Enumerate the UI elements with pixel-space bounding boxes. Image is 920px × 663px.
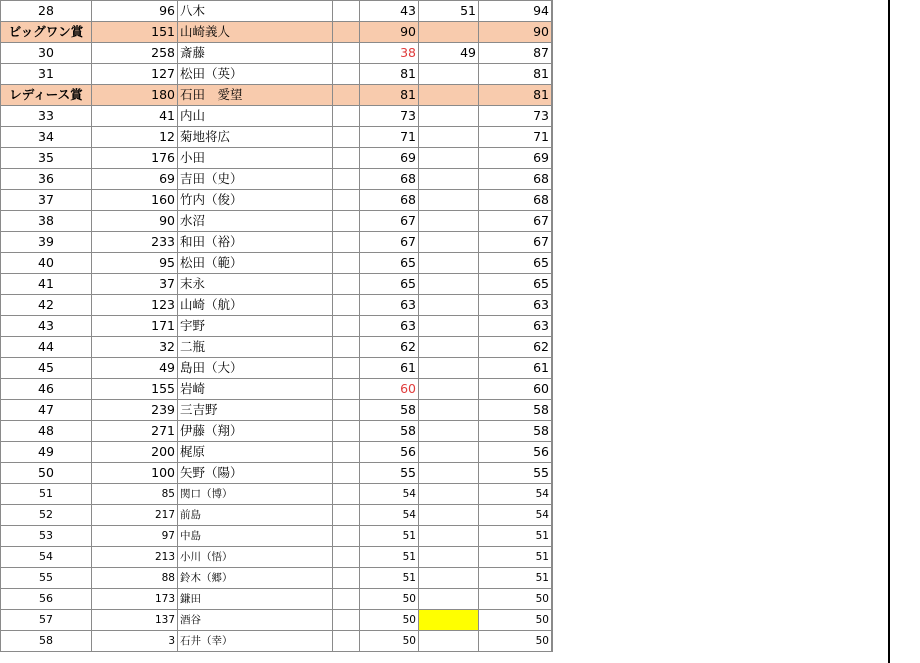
entry-number-cell: 3 (92, 631, 178, 652)
rank-cell: 39 (1, 232, 92, 253)
entry-number-cell: 95 (92, 253, 178, 274)
rank-cell: 47 (1, 400, 92, 421)
score-cell: 90 (360, 22, 419, 43)
entry-number-cell: 217 (92, 505, 178, 526)
name-cell: 山崎（航） (178, 295, 333, 316)
score-cell: 67 (360, 232, 419, 253)
blank-cell (333, 484, 360, 505)
score2-cell (419, 148, 479, 169)
entry-number-cell: 85 (92, 484, 178, 505)
table-row (1, 358, 553, 379)
table-row (1, 484, 553, 505)
final-score-cell: 50 (479, 610, 552, 631)
table-row (1, 442, 553, 463)
blank-cell (333, 106, 360, 127)
table-row (1, 568, 553, 589)
entry-number-cell: 12 (92, 127, 178, 148)
score2-cell (419, 358, 479, 379)
rank-cell: 37 (1, 190, 92, 211)
table-row (1, 505, 553, 526)
rank-cell: 58 (1, 631, 92, 652)
note-cell (552, 568, 553, 589)
rank-cell: 52 (1, 505, 92, 526)
entry-number-cell: 69 (92, 169, 178, 190)
score-cell: 50 (360, 589, 419, 610)
score2-cell (419, 22, 479, 43)
score-cell: 68 (360, 169, 419, 190)
note-cell (552, 22, 553, 43)
name-cell: 小川（悟） (178, 547, 333, 568)
table-row (1, 148, 553, 169)
rank-cell: 55 (1, 568, 92, 589)
rank-cell: 28 (1, 1, 92, 22)
final-score-cell: 71 (479, 127, 552, 148)
final-score-cell: 67 (479, 232, 552, 253)
table-row (1, 316, 553, 337)
note-cell (552, 169, 553, 190)
score2-cell (419, 400, 479, 421)
note-cell (552, 337, 553, 358)
name-cell: 中島 (178, 526, 333, 547)
final-score-cell: 90 (479, 22, 552, 43)
entry-number-cell: 239 (92, 400, 178, 421)
rank-cell: 56 (1, 589, 92, 610)
entry-number-cell: 100 (92, 463, 178, 484)
name-cell: 斎藤 (178, 43, 333, 64)
rank-cell: 54 (1, 547, 92, 568)
table-row (1, 610, 553, 631)
note-cell (552, 526, 553, 547)
rank-cell: 49 (1, 442, 92, 463)
score-cell: 73 (360, 106, 419, 127)
rank-cell: 31 (1, 64, 92, 85)
rank-cell: 46 (1, 379, 92, 400)
rank-cell: 57 (1, 610, 92, 631)
note-cell (552, 43, 553, 64)
blank-cell (333, 421, 360, 442)
name-cell: 水沼 (178, 211, 333, 232)
table-row (1, 400, 553, 421)
score-cell: 69 (360, 148, 419, 169)
entry-number-cell: 200 (92, 442, 178, 463)
entry-number-cell: 233 (92, 232, 178, 253)
table-row (1, 631, 553, 652)
score2-cell (419, 484, 479, 505)
score-cell: 55 (360, 463, 419, 484)
name-cell: 前島 (178, 505, 333, 526)
table-row (1, 547, 553, 568)
table-row (1, 379, 553, 400)
score2-cell (419, 505, 479, 526)
note-cell (552, 610, 553, 631)
note-cell (552, 127, 553, 148)
note-cell (552, 505, 553, 526)
note-cell (552, 379, 553, 400)
table-row (1, 295, 553, 316)
rank-cell: 36 (1, 169, 92, 190)
table-row (1, 22, 553, 43)
score-cell: 63 (360, 295, 419, 316)
blank-cell (333, 22, 360, 43)
name-cell: 伊藤（翔） (178, 421, 333, 442)
rank-cell: ビッグワン賞 (1, 22, 92, 43)
score2-cell (419, 232, 479, 253)
table-row (1, 1, 553, 22)
table-row (1, 64, 553, 85)
name-cell: 石井（幸） (178, 631, 333, 652)
score-cell: 62 (360, 337, 419, 358)
blank-cell (333, 274, 360, 295)
blank-cell (333, 169, 360, 190)
final-score-cell: 69 (479, 148, 552, 169)
blank-cell (333, 64, 360, 85)
name-cell: 関口（博） (178, 484, 333, 505)
table-row (1, 232, 553, 253)
name-cell: 鎌田 (178, 589, 333, 610)
entry-number-cell: 88 (92, 568, 178, 589)
rank-cell: 51 (1, 484, 92, 505)
entry-number-cell: 176 (92, 148, 178, 169)
table-row (1, 589, 553, 610)
rank-cell: 34 (1, 127, 92, 148)
note-cell (552, 232, 553, 253)
score2-cell: 51 (419, 1, 479, 22)
final-score-cell: 62 (479, 337, 552, 358)
entry-number-cell: 127 (92, 64, 178, 85)
blank-cell (333, 1, 360, 22)
note-cell (552, 463, 553, 484)
rank-cell: 42 (1, 295, 92, 316)
entry-number-cell: 160 (92, 190, 178, 211)
score2-cell (419, 253, 479, 274)
blank-cell (333, 442, 360, 463)
blank-cell (333, 337, 360, 358)
score-cell: 54 (360, 484, 419, 505)
rank-cell: 38 (1, 211, 92, 232)
blank-cell (333, 610, 360, 631)
final-score-cell: 51 (479, 526, 552, 547)
name-cell: 菊地将広 (178, 127, 333, 148)
score-cell: 51 (360, 547, 419, 568)
score2-cell (419, 526, 479, 547)
blank-cell (333, 316, 360, 337)
score2-cell (419, 295, 479, 316)
blank-cell (333, 43, 360, 64)
table-row (1, 463, 553, 484)
final-score-cell: 50 (479, 631, 552, 652)
blank-cell (333, 85, 360, 106)
entry-number-cell: 258 (92, 43, 178, 64)
score2-cell (419, 190, 479, 211)
entry-number-cell: 151 (92, 22, 178, 43)
final-score-cell: 50 (479, 589, 552, 610)
note-cell (552, 1, 553, 22)
rank-cell: 44 (1, 337, 92, 358)
score-cell: 81 (360, 85, 419, 106)
name-cell: 山崎義人 (178, 22, 333, 43)
entry-number-cell: 271 (92, 421, 178, 442)
final-score-cell: 63 (479, 316, 552, 337)
note-cell (552, 211, 553, 232)
note-cell (552, 190, 553, 211)
score2-cell (419, 547, 479, 568)
entry-number-cell: 155 (92, 379, 178, 400)
final-score-cell: 61 (479, 358, 552, 379)
score2-cell (419, 421, 479, 442)
note-cell (552, 148, 553, 169)
score2-cell (419, 610, 479, 631)
note-cell (552, 274, 553, 295)
name-cell: 矢野（陽） (178, 463, 333, 484)
score2-cell (419, 589, 479, 610)
final-score-cell: 63 (479, 295, 552, 316)
note-cell (552, 106, 553, 127)
score2-cell (419, 442, 479, 463)
score-cell: 38 (360, 43, 419, 64)
final-score-cell: 65 (479, 253, 552, 274)
entry-number-cell: 32 (92, 337, 178, 358)
name-cell: 石田 愛望 (178, 85, 333, 106)
score-cell: 65 (360, 274, 419, 295)
score-cell: 71 (360, 127, 419, 148)
name-cell: 竹内（俊） (178, 190, 333, 211)
score-cell: 51 (360, 526, 419, 547)
name-cell: 小田 (178, 148, 333, 169)
final-score-cell: 58 (479, 421, 552, 442)
rank-cell: 48 (1, 421, 92, 442)
entry-number-cell: 49 (92, 358, 178, 379)
final-score-cell: 73 (479, 106, 552, 127)
blank-cell (333, 232, 360, 253)
table-row (1, 43, 553, 64)
score-cell: 51 (360, 568, 419, 589)
final-score-cell: 54 (479, 505, 552, 526)
blank-cell (333, 358, 360, 379)
results-table-body (1, 1, 553, 652)
name-cell: 宇野 (178, 316, 333, 337)
note-cell (552, 589, 553, 610)
score2-cell (419, 379, 479, 400)
rank-cell: 40 (1, 253, 92, 274)
score-cell: 56 (360, 442, 419, 463)
entry-number-cell: 90 (92, 211, 178, 232)
score-cell: 63 (360, 316, 419, 337)
score2-cell (419, 316, 479, 337)
final-score-cell: 55 (479, 463, 552, 484)
score2-cell (419, 463, 479, 484)
name-cell: 鈴木（郷） (178, 568, 333, 589)
entry-number-cell: 96 (92, 1, 178, 22)
final-score-cell: 81 (479, 64, 552, 85)
blank-cell (333, 211, 360, 232)
score-cell: 43 (360, 1, 419, 22)
entry-number-cell: 213 (92, 547, 178, 568)
blank-cell (333, 631, 360, 652)
blank-cell (333, 190, 360, 211)
blank-cell (333, 295, 360, 316)
table-row (1, 274, 553, 295)
score2-cell: 49 (419, 43, 479, 64)
table-row (1, 421, 553, 442)
score2-cell (419, 106, 479, 127)
rank-cell: 53 (1, 526, 92, 547)
blank-cell (333, 379, 360, 400)
score-cell: 81 (360, 64, 419, 85)
name-cell: 松田（英） (178, 64, 333, 85)
note-cell (552, 547, 553, 568)
note-cell (552, 631, 553, 652)
note-cell (552, 442, 553, 463)
final-score-cell: 58 (479, 400, 552, 421)
note-cell (552, 400, 553, 421)
note-cell (552, 421, 553, 442)
final-score-cell: 94 (479, 1, 552, 22)
name-cell: 二瓶 (178, 337, 333, 358)
note-cell (552, 316, 553, 337)
score-cell: 58 (360, 421, 419, 442)
score2-cell (419, 211, 479, 232)
rank-cell: 35 (1, 148, 92, 169)
entry-number-cell: 97 (92, 526, 178, 547)
blank-cell (333, 547, 360, 568)
table-row (1, 211, 553, 232)
rank-cell: 45 (1, 358, 92, 379)
name-cell: 内山 (178, 106, 333, 127)
table-row (1, 337, 553, 358)
name-cell: 末永 (178, 274, 333, 295)
score-cell: 50 (360, 631, 419, 652)
name-cell: 八木 (178, 1, 333, 22)
score2-cell (419, 274, 479, 295)
final-score-cell: 54 (479, 484, 552, 505)
final-score-cell: 68 (479, 190, 552, 211)
entry-number-cell: 41 (92, 106, 178, 127)
blank-cell (333, 568, 360, 589)
score2-cell (419, 169, 479, 190)
table-row (1, 169, 553, 190)
rank-cell: 41 (1, 274, 92, 295)
score2-cell (419, 64, 479, 85)
score-cell: 67 (360, 211, 419, 232)
entry-number-cell: 173 (92, 589, 178, 610)
name-cell: 松田（範） (178, 253, 333, 274)
blank-cell (333, 148, 360, 169)
blank-cell (333, 505, 360, 526)
blank-cell (333, 127, 360, 148)
name-cell: 吉田（史） (178, 169, 333, 190)
name-cell: 和田（裕） (178, 232, 333, 253)
blank-cell (333, 526, 360, 547)
table-row (1, 190, 553, 211)
score2-cell (419, 337, 479, 358)
name-cell: 島田（大） (178, 358, 333, 379)
table-row (1, 85, 553, 106)
rank-cell: 33 (1, 106, 92, 127)
score-cell: 50 (360, 610, 419, 631)
note-cell (552, 358, 553, 379)
final-score-cell: 87 (479, 43, 552, 64)
note-cell (552, 484, 553, 505)
final-score-cell: 67 (479, 211, 552, 232)
final-score-cell: 51 (479, 568, 552, 589)
rank-cell: レディース賞 (1, 85, 92, 106)
name-cell: 岩崎 (178, 379, 333, 400)
name-cell: 酒谷 (178, 610, 333, 631)
blank-cell (333, 253, 360, 274)
entry-number-cell: 123 (92, 295, 178, 316)
blank-cell (333, 589, 360, 610)
score-cell: 65 (360, 253, 419, 274)
note-cell (552, 253, 553, 274)
table-row (1, 253, 553, 274)
score2-cell (419, 85, 479, 106)
rank-cell: 43 (1, 316, 92, 337)
note-cell (552, 295, 553, 316)
final-score-cell: 60 (479, 379, 552, 400)
note-cell (552, 85, 553, 106)
score-cell: 58 (360, 400, 419, 421)
final-score-cell: 68 (479, 169, 552, 190)
name-cell: 三吉野 (178, 400, 333, 421)
entry-number-cell: 171 (92, 316, 178, 337)
table-row (1, 127, 553, 148)
entry-number-cell: 37 (92, 274, 178, 295)
table-row (1, 106, 553, 127)
score-cell: 68 (360, 190, 419, 211)
blank-cell (333, 463, 360, 484)
table-row (1, 526, 553, 547)
score2-cell (419, 631, 479, 652)
final-score-cell: 51 (479, 547, 552, 568)
entry-number-cell: 180 (92, 85, 178, 106)
blank-cell (333, 400, 360, 421)
name-cell: 梶原 (178, 442, 333, 463)
score2-cell (419, 127, 479, 148)
entry-number-cell: 137 (92, 610, 178, 631)
score2-cell (419, 568, 479, 589)
rank-cell: 30 (1, 43, 92, 64)
final-score-cell: 65 (479, 274, 552, 295)
score-cell: 54 (360, 505, 419, 526)
final-score-cell: 56 (479, 442, 552, 463)
score-cell: 60 (360, 379, 419, 400)
page-border-line (888, 0, 890, 663)
final-score-cell: 81 (479, 85, 552, 106)
rank-cell: 50 (1, 463, 92, 484)
note-cell (552, 64, 553, 85)
score-cell: 61 (360, 358, 419, 379)
